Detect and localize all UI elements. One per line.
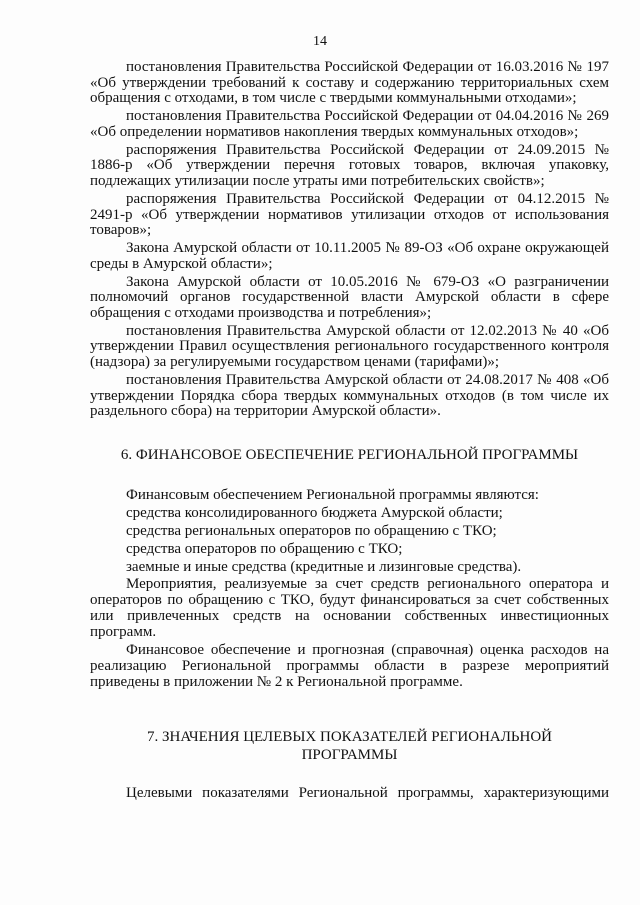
section-6-heading: 6. ФИНАНСОВОЕ ОБЕСПЕЧЕНИЕ РЕГИОНАЛЬНОЙ ПРОГРАММЫ — [120, 446, 579, 463]
financing-source-item: средства региональных операторов по обращению с ТКО; — [126, 522, 497, 539]
section-7-heading-line-1: 7. ЗНАЧЕНИЯ ЦЕЛЕВЫХ ПОКАЗАТЕЛЕЙ РЕГИОНАЛЬНОЙ — [146, 728, 553, 745]
reference-paragraph: постановления Правительства Российской Федерации от 16.03.2016 № 197 «Об утверждении требований к составу и содержанию территориальных схем обращения с отходами, в том числе с твердыми коммунальными отходами»; — [90, 59, 609, 107]
reference-paragraph: распоряжения Правительства Российской Федерации от 04.12.2015 № 2491-р «Об утверждении нормативов утилизации отходов от использования товаров»; — [90, 190, 609, 239]
reference-paragraph: Закона Амурской области от 10.11.2005 № 89-ОЗ «Об охране окружающей среды в Амурской области»; — [90, 240, 609, 272]
target-indicators-paragraph: Целевыми показателями Региональной программы, характеризующими — [126, 784, 609, 801]
financing-source-item: заемные и иные средства (кредитные и лизинговые средства). — [126, 558, 522, 575]
reference-paragraph: постановления Правительства Амурской области от 12.02.2013 № 40 «Об утверждении Правил осуществления регионального государственного контроля (надзора) за регулируемыми государством ценами (тарифами)»; — [90, 322, 609, 371]
reference-paragraph: Закона Амурской области от 10.05.2016 № 679-ОЗ «О разграничении полномочий органов государственной власти Амурской области в сфере обращения с отходами производства и потребления»; — [90, 273, 609, 321]
reference-paragraph: постановления Правительства Российской Федерации от 04.04.2016 № 269 «Об определении нормативов накопления твердых коммунальных отходов»; — [90, 108, 609, 140]
financing-source-item: средства операторов по обращению с ТКО; — [126, 540, 403, 557]
reference-paragraph: распоряжения Правительства Российской Федерации от 24.09.2015 № 1886-р «Об утверждении перечня готовых товаров, включая упаковку, подлежащих утилизации после утраты ими потребительских свойств»; — [90, 141, 609, 189]
reference-paragraph: постановления Правительства Амурской области от 24.08.2017 № 408 «Об утверждении Порядка сбора твердых коммунальных отходов (в том числе их раздельного сбора) на территории Амурской области». — [90, 372, 609, 420]
financing-intro: Финансовым обеспечением Региональной программы являются: — [126, 486, 539, 503]
section-7-heading-line-2: ПРОГРАММЫ — [301, 746, 398, 763]
section-7-heading — [90, 728, 609, 764]
financing-paragraph: Мероприятия, реализуемые за счет средств регионального оператора и операторов по обращению с ТКО, будут финансироваться за счет собственных или привлеченных средств на основании собственных инвестиционных программ. — [90, 575, 609, 640]
page-number: 14 — [313, 34, 327, 49]
document-body — [90, 60, 609, 804]
financing-paragraph: Финансовое обеспечение и прогнозная (справочная) оценка расходов на реализацию Региональной программы области в разрезе мероприятий приведены в приложении № 2 к Региональной программе. — [90, 641, 609, 690]
financing-source-item: средства консолидированного бюджета Амурской области; — [126, 504, 503, 521]
